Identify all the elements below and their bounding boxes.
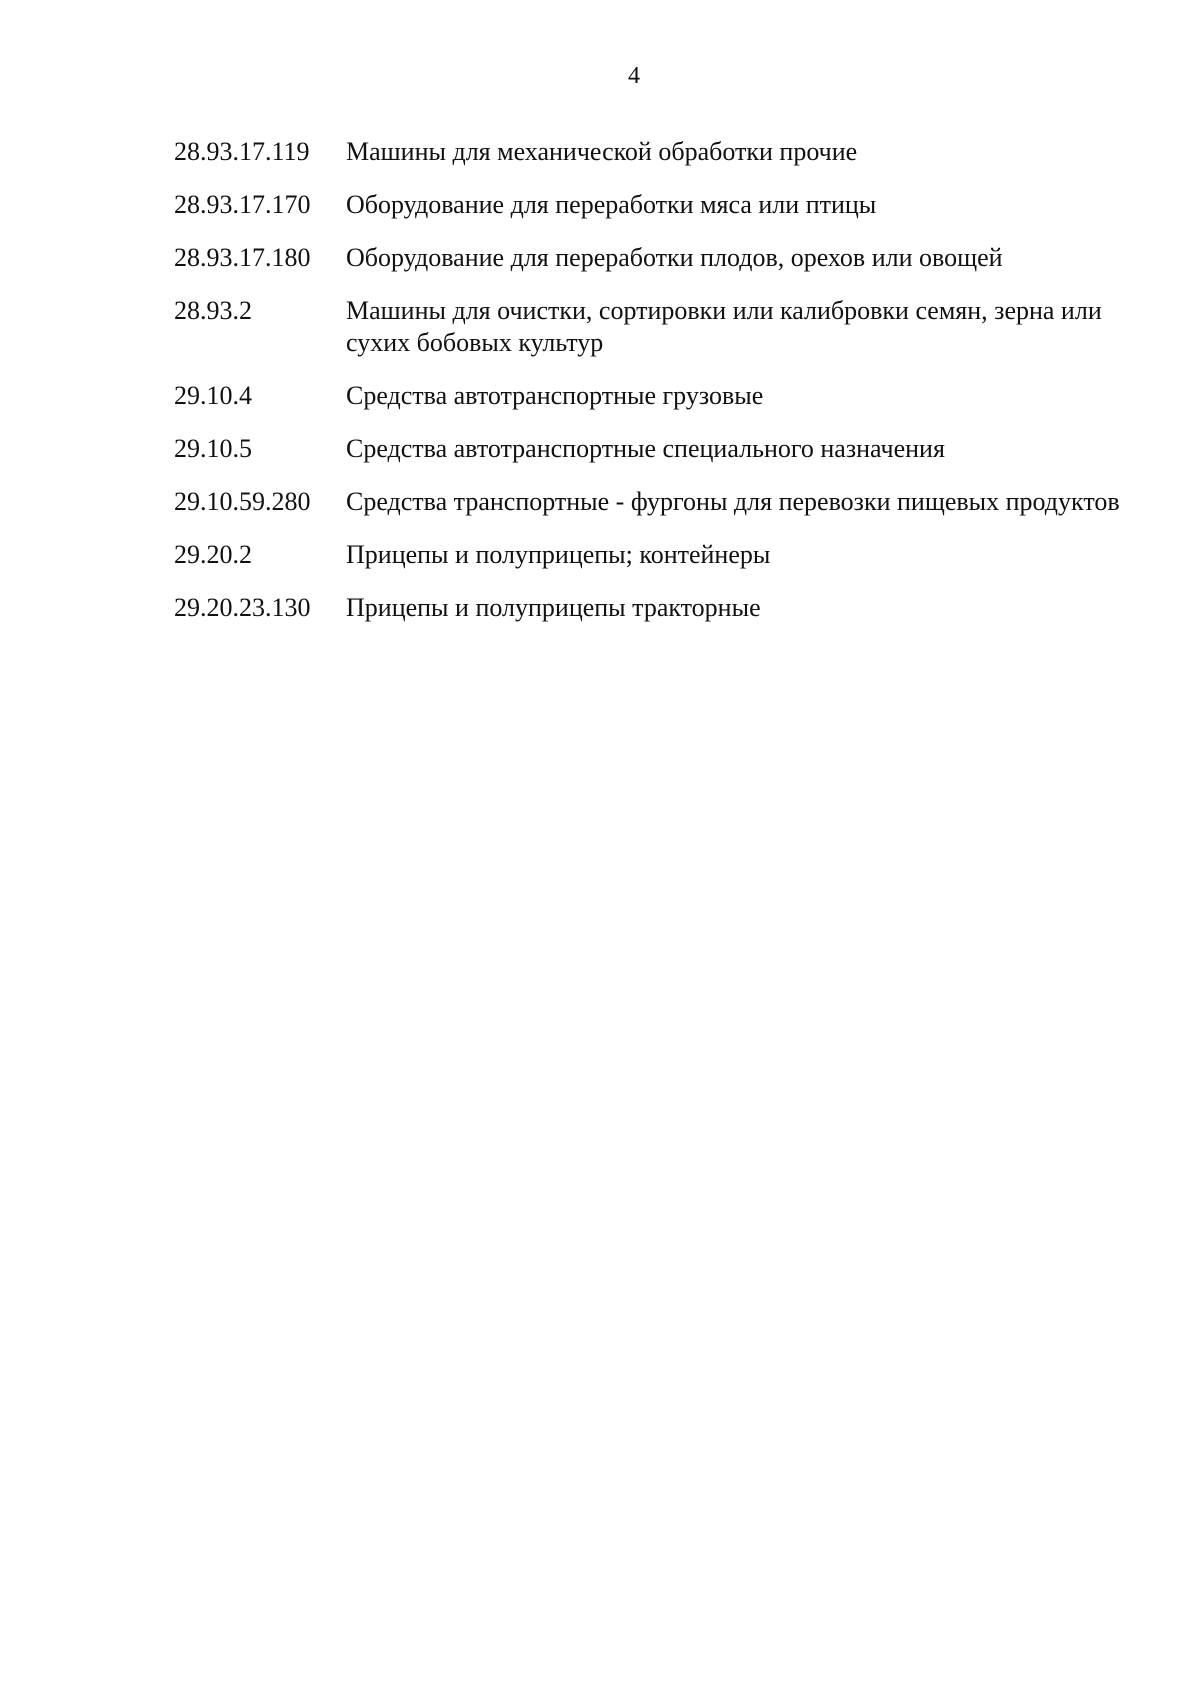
item-description: Средства автотранспортные грузовые <box>346 381 764 410</box>
list-item <box>174 189 1122 221</box>
item-description: Машины для механической обработки прочие <box>346 137 858 166</box>
item-description: Оборудование для переработки плодов, орехов или овощей <box>346 243 1003 272</box>
list-item <box>174 242 1122 274</box>
list-item <box>174 486 1122 518</box>
list-item <box>174 539 1122 571</box>
item-code: 28.93.17.119 <box>174 137 310 166</box>
item-code: 28.93.2 <box>174 296 252 325</box>
list-item <box>174 380 1122 412</box>
item-code: 29.10.5 <box>174 434 252 463</box>
item-description: Средства автотранспортные специального назначения <box>346 434 945 463</box>
item-description: Оборудование для переработки мяса или птицы <box>346 190 877 219</box>
list-item <box>174 136 1122 168</box>
item-code: 29.10.59.280 <box>174 487 311 516</box>
okpd-code-list <box>174 136 1122 645</box>
item-description: Прицепы и полуприцепы тракторные <box>346 593 761 622</box>
item-code: 29.20.2 <box>174 540 252 569</box>
item-code: 29.10.4 <box>174 381 252 410</box>
list-item <box>174 433 1122 465</box>
list-item <box>174 295 1122 359</box>
item-code: 28.93.17.170 <box>174 190 311 219</box>
item-code: 28.93.17.180 <box>174 243 311 272</box>
item-code: 29.20.23.130 <box>174 593 311 622</box>
item-description: Средства транспортные - фургоны для перевозки пищевых продуктов <box>346 487 1120 516</box>
item-description: Машины для очистки, сортировки или калибровки семян, зерна или сухих бобовых культур <box>346 296 1102 357</box>
page-number: 4 <box>628 63 640 89</box>
item-description: Прицепы и полуприцепы; контейнеры <box>346 540 771 569</box>
list-item <box>174 592 1122 624</box>
